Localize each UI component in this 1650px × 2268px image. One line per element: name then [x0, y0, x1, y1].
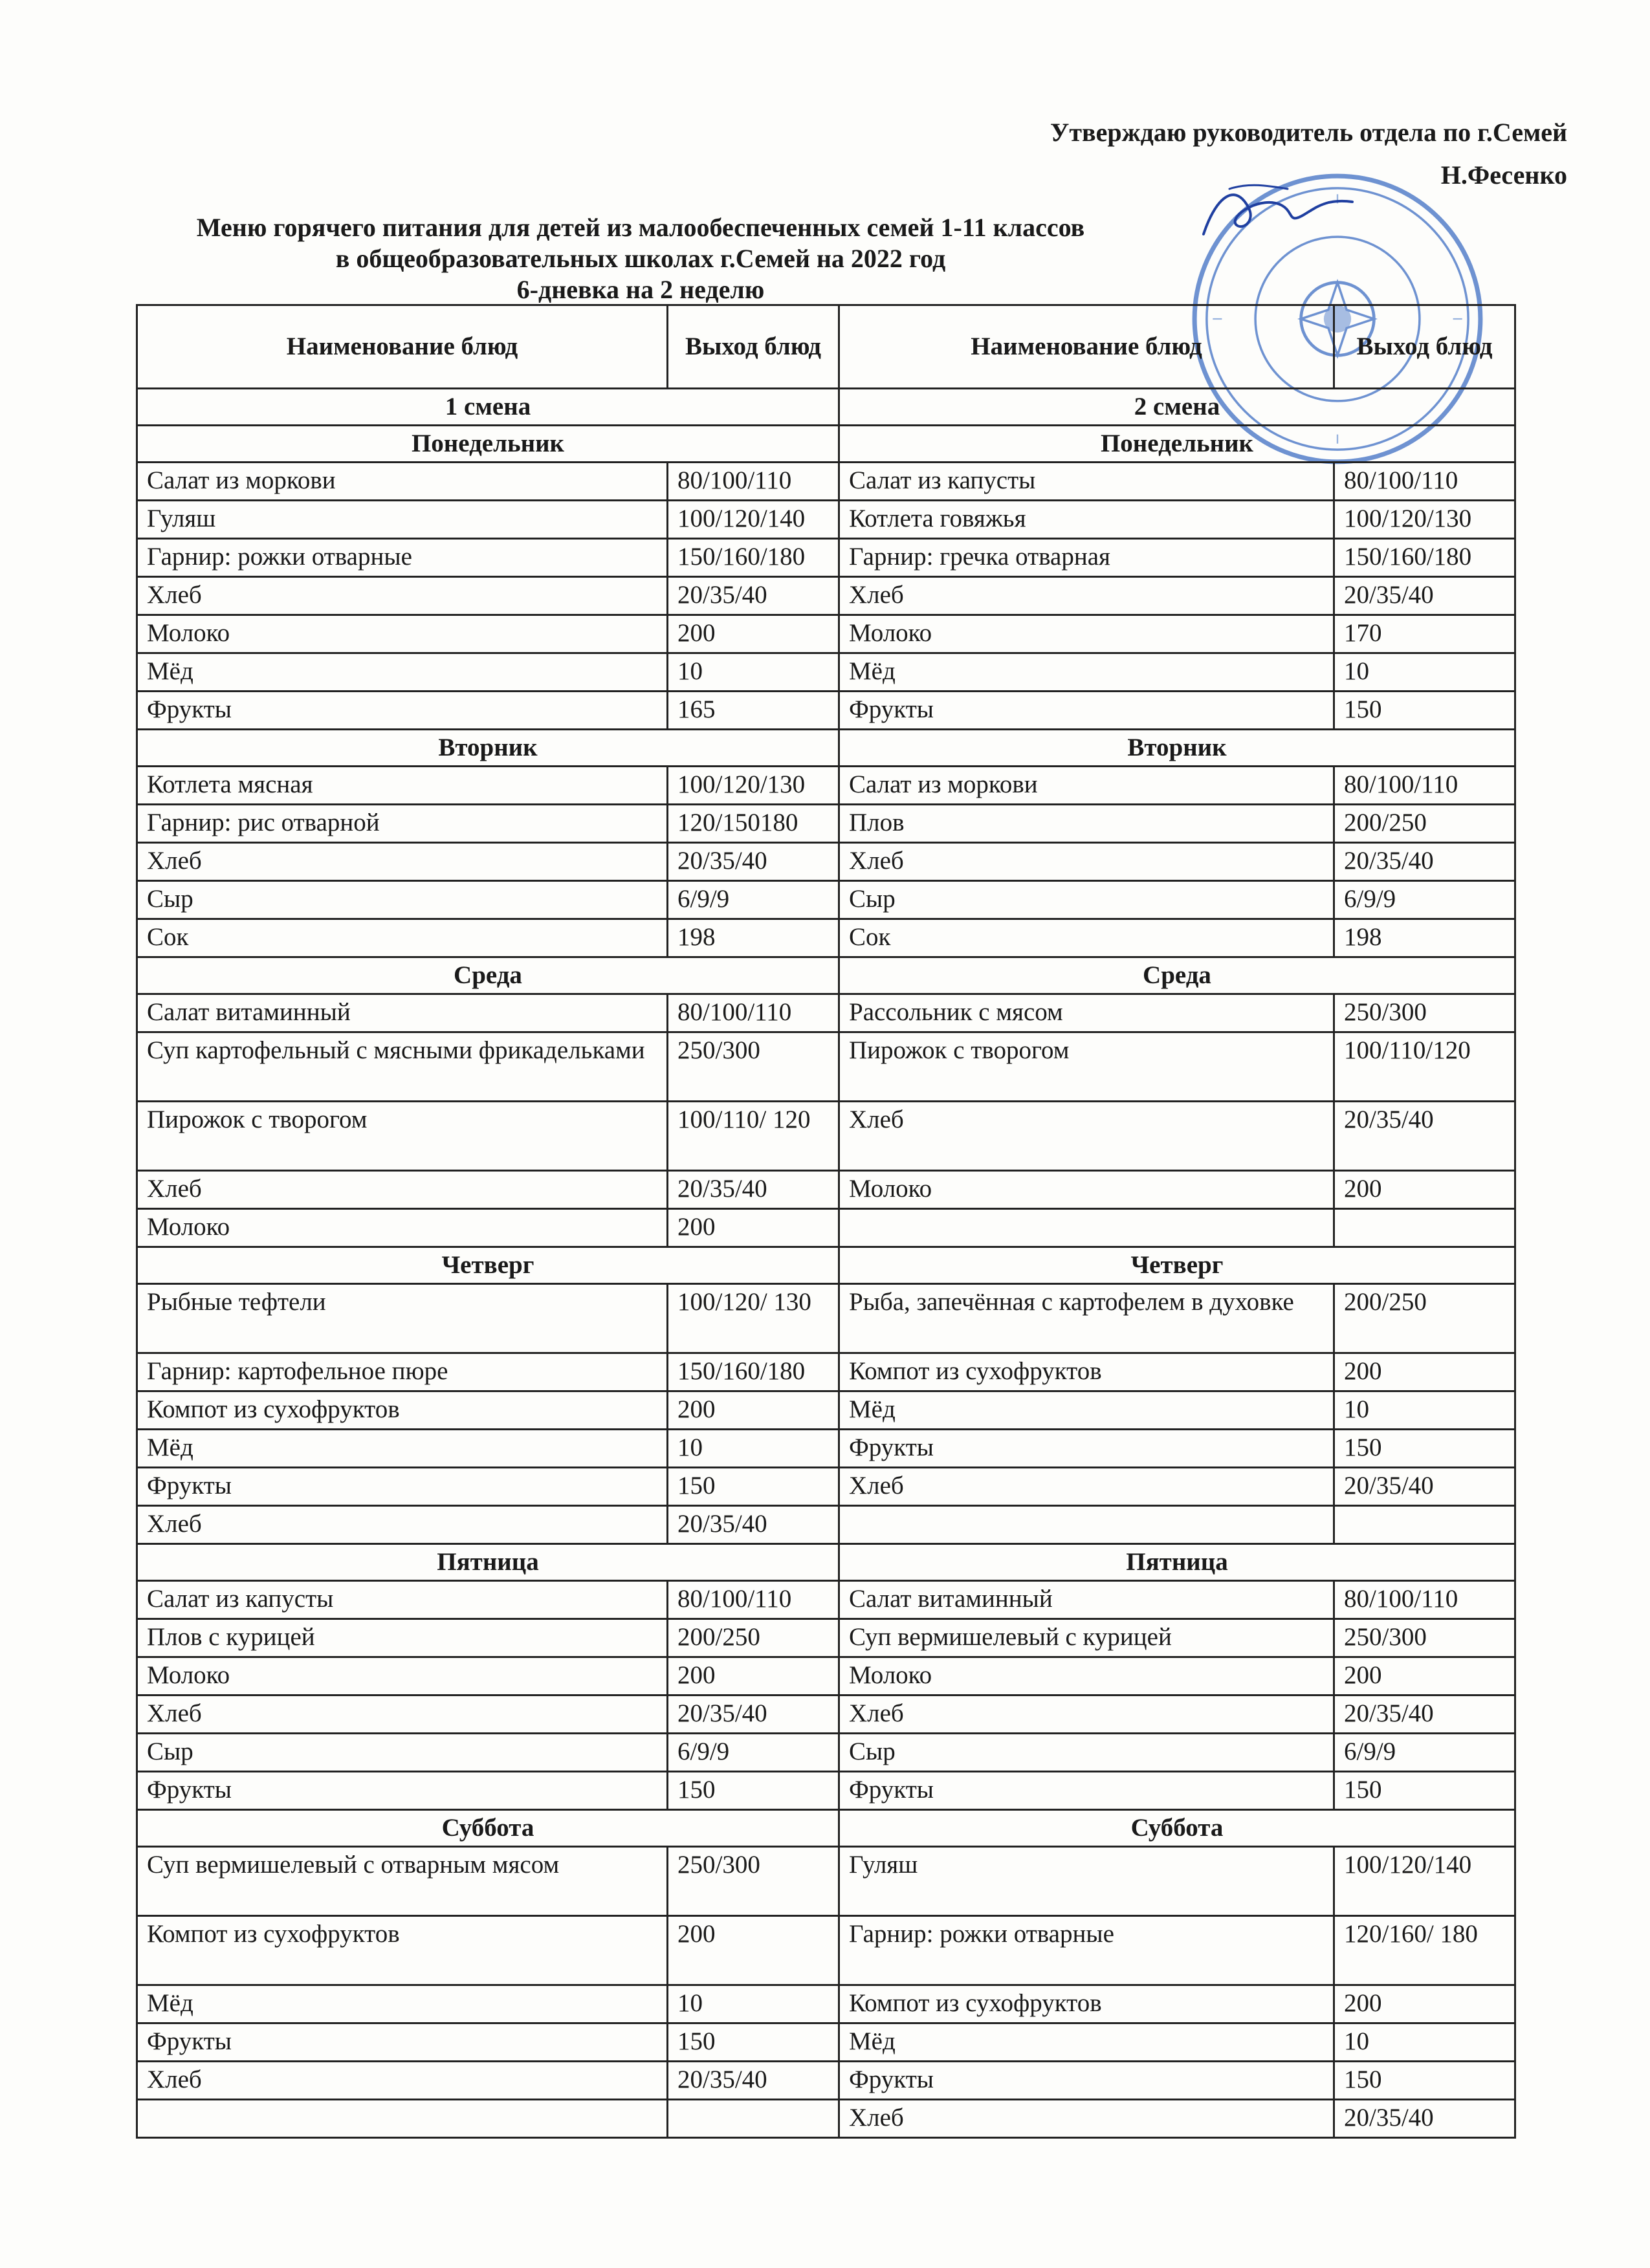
dish-output-right: 20/35/40 — [1334, 2100, 1515, 2138]
table-row — [137, 881, 1515, 919]
day-label-left: Вторник — [137, 730, 839, 767]
table-row — [137, 1619, 1515, 1657]
dish-output-left: 200 — [668, 1391, 839, 1430]
table-row — [137, 1209, 1515, 1247]
table-row — [137, 767, 1515, 805]
dish-output-left: 100/120/130 — [668, 767, 839, 805]
dish-output-right: 80/100/110 — [1334, 767, 1515, 805]
dish-name-right: Фрукты — [839, 692, 1334, 730]
dish-output-left: 80/100/110 — [668, 1581, 839, 1619]
table-row — [137, 994, 1515, 1032]
dish-name-left: Мёд — [137, 653, 668, 692]
dish-name-left: Хлеб — [137, 1696, 668, 1734]
table-row — [137, 1985, 1515, 2023]
dish-name-right: Котлета говяжья — [839, 501, 1334, 539]
dish-output-left: 6/9/9 — [668, 881, 839, 919]
dish-output-left: 250/300 — [668, 1032, 839, 1102]
dish-name-left: Хлеб — [137, 2062, 668, 2100]
dish-output-right: 150 — [1334, 1430, 1515, 1468]
approval-line-1: Утверждаю руководитель отдела по г.Семей — [1050, 118, 1567, 147]
dish-name-left: Фрукты — [137, 1468, 668, 1506]
title-line-3: 6-дневка на 2 неделю — [516, 275, 765, 304]
day-label-left: Среда — [137, 957, 839, 994]
dish-name-left: Фрукты — [137, 692, 668, 730]
dish-name-right: Салат из моркови — [839, 767, 1334, 805]
dish-name-left: Суп вермишелевый с отварным мясом — [137, 1847, 668, 1916]
dish-output-left: 20/35/40 — [668, 1171, 839, 1209]
table-row — [137, 2062, 1515, 2100]
table-row — [137, 577, 1515, 615]
table-row — [137, 1171, 1515, 1209]
title-line-2: в общеобразовательных школах г.Семей на 2022 год — [335, 244, 946, 273]
dish-output-right: 200 — [1334, 1985, 1515, 2023]
dish-name-left: Фрукты — [137, 2023, 668, 2062]
menu-table — [136, 304, 1516, 2139]
dish-name-left: Пирожок с творогом — [137, 1102, 668, 1171]
dish-name-right: Фрукты — [839, 1430, 1334, 1468]
dish-output-left: 150 — [668, 2023, 839, 2062]
dish-output-right: 20/35/40 — [1334, 1468, 1515, 1506]
dish-name-right: Салат из капусты — [839, 463, 1334, 501]
day-label-left: Пятница — [137, 1544, 839, 1581]
shift-2-label: 2 смена — [839, 389, 1515, 426]
table-row — [137, 692, 1515, 730]
table-row — [137, 1696, 1515, 1734]
dish-name-right: Компот из сухофруктов — [839, 1985, 1334, 2023]
day-label-left: Суббота — [137, 1810, 839, 1847]
dish-name-right: Гарнир: гречка отварная — [839, 539, 1334, 577]
dish-output-right: 250/300 — [1334, 1619, 1515, 1657]
dish-name-left: Хлеб — [137, 843, 668, 881]
table-row — [137, 1284, 1515, 1353]
day-header-row — [137, 1247, 1515, 1284]
table-row — [137, 2100, 1515, 2138]
dish-output-right: 20/35/40 — [1334, 843, 1515, 881]
dish-name-right: Салат витаминный — [839, 1581, 1334, 1619]
dish-output-right: 80/100/110 — [1334, 1581, 1515, 1619]
table-row — [137, 2023, 1515, 2062]
dish-output-left: 150 — [668, 1772, 839, 1810]
dish-name-right: Хлеб — [839, 1102, 1334, 1171]
dish-output-right: 6/9/9 — [1334, 881, 1515, 919]
day-label-right: Понедельник — [839, 426, 1515, 463]
dish-name-left: Мёд — [137, 1985, 668, 2023]
dish-output-right: 200 — [1334, 1353, 1515, 1391]
shift-row — [137, 389, 1515, 426]
dish-output-left: 80/100/110 — [668, 994, 839, 1032]
dish-output-right: 170 — [1334, 615, 1515, 653]
shift-1-label: 1 смена — [137, 389, 839, 426]
title-line-1: Меню горячего питания для детей из малообеспеченных семей 1-11 классов — [196, 213, 1085, 242]
dish-output-left: 200 — [668, 1916, 839, 1985]
table-row — [137, 919, 1515, 957]
dish-output-right — [1334, 1506, 1515, 1544]
header-output-right: Выход блюд — [1334, 305, 1515, 389]
dish-output-right — [1334, 1209, 1515, 1247]
table-row — [137, 805, 1515, 843]
dish-name-right: Хлеб — [839, 843, 1334, 881]
dish-output-left: 198 — [668, 919, 839, 957]
dish-output-left: 150 — [668, 1468, 839, 1506]
dish-name-left: Гарнир: картофельное пюре — [137, 1353, 668, 1391]
dish-name-right: Хлеб — [839, 1696, 1334, 1734]
table-row — [137, 615, 1515, 653]
day-header-row — [137, 1544, 1515, 1581]
dish-name-left: Плов с курицей — [137, 1619, 668, 1657]
dish-output-left: 150/160/180 — [668, 539, 839, 577]
table-row — [137, 1916, 1515, 1985]
dish-output-left: 250/300 — [668, 1847, 839, 1916]
dish-output-right: 200 — [1334, 1657, 1515, 1696]
dish-name-left: Сок — [137, 919, 668, 957]
dish-name-left: Хлеб — [137, 577, 668, 615]
dish-output-left: 20/35/40 — [668, 1506, 839, 1544]
dish-name-left: Компот из сухофруктов — [137, 1391, 668, 1430]
dish-name-left: Мёд — [137, 1430, 668, 1468]
dish-name-right: Фрукты — [839, 2062, 1334, 2100]
dish-output-right: 20/35/40 — [1334, 577, 1515, 615]
dish-name-right: Сыр — [839, 1734, 1334, 1772]
dish-name-right: Сыр — [839, 881, 1334, 919]
day-label-right: Четверг — [839, 1247, 1515, 1284]
dish-name-right: Мёд — [839, 2023, 1334, 2062]
dish-output-left: 120/150180 — [668, 805, 839, 843]
dish-output-right: 80/100/110 — [1334, 463, 1515, 501]
dish-name-left: Молоко — [137, 1657, 668, 1696]
table-row — [137, 1391, 1515, 1430]
dish-name-right — [839, 1506, 1334, 1544]
dish-output-right: 6/9/9 — [1334, 1734, 1515, 1772]
dish-name-right: Рыба, запечённая с картофелем в духовке — [839, 1284, 1334, 1353]
dish-name-right: Молоко — [839, 615, 1334, 653]
table-row — [137, 843, 1515, 881]
dish-output-right: 198 — [1334, 919, 1515, 957]
approval-line-2: Н.Фесенко — [1440, 160, 1567, 190]
table-row — [137, 1657, 1515, 1696]
dish-name-left: Молоко — [137, 615, 668, 653]
header-dish-name-right: Наименование блюд — [839, 305, 1334, 389]
dish-output-left: 100/110/ 120 — [668, 1102, 839, 1171]
table-row — [137, 1581, 1515, 1619]
table-row — [137, 1353, 1515, 1391]
dish-output-left: 10 — [668, 1430, 839, 1468]
dish-name-left: Гарнир: рис отварной — [137, 805, 668, 843]
dish-name-left: Хлеб — [137, 1506, 668, 1544]
day-label-left: Четверг — [137, 1247, 839, 1284]
day-label-right: Суббота — [839, 1810, 1515, 1847]
dish-output-left: 20/35/40 — [668, 1696, 839, 1734]
table-row — [137, 1430, 1515, 1468]
dish-name-right: Хлеб — [839, 2100, 1334, 2138]
table-row — [137, 1734, 1515, 1772]
day-header-row — [137, 426, 1515, 463]
day-label-left: Понедельник — [137, 426, 839, 463]
dish-name-left: Компот из сухофруктов — [137, 1916, 668, 1985]
dish-output-right: 200 — [1334, 1171, 1515, 1209]
dish-name-left: Салат из капусты — [137, 1581, 668, 1619]
menu-table-body — [137, 426, 1515, 2138]
dish-name-left: Суп картофельный с мясными фрикадельками — [137, 1032, 668, 1102]
dish-name-right: Мёд — [839, 1391, 1334, 1430]
table-row — [137, 1032, 1515, 1102]
dish-output-left: 165 — [668, 692, 839, 730]
dish-output-right: 20/35/40 — [1334, 1102, 1515, 1171]
dish-output-right: 150 — [1334, 2062, 1515, 2100]
dish-name-right: Мёд — [839, 653, 1334, 692]
dish-name-left: Гуляш — [137, 501, 668, 539]
dish-name-right: Рассольник с мясом — [839, 994, 1334, 1032]
dish-output-right: 120/160/ 180 — [1334, 1916, 1515, 1985]
dish-name-right: Компот из сухофруктов — [839, 1353, 1334, 1391]
table-row — [137, 501, 1515, 539]
dish-name-left: Котлета мясная — [137, 767, 668, 805]
dish-output-left: 20/35/40 — [668, 2062, 839, 2100]
day-label-right: Пятница — [839, 1544, 1515, 1581]
document-title — [0, 212, 1281, 305]
dish-output-right: 10 — [1334, 653, 1515, 692]
dish-name-right: Хлеб — [839, 577, 1334, 615]
dish-name-left: Сыр — [137, 1734, 668, 1772]
table-row — [137, 1468, 1515, 1506]
header-output-left: Выход блюд — [668, 305, 839, 389]
dish-name-left: Сыр — [137, 881, 668, 919]
dish-output-left: 200/250 — [668, 1619, 839, 1657]
dish-output-left: 100/120/140 — [668, 501, 839, 539]
dish-output-right: 150/160/180 — [1334, 539, 1515, 577]
dish-name-right: Гарнир: рожки отварные — [839, 1916, 1334, 1985]
table-row — [137, 1102, 1515, 1171]
dish-name-left: Фрукты — [137, 1772, 668, 1810]
dish-output-right: 100/120/140 — [1334, 1847, 1515, 1916]
dish-output-left: 10 — [668, 1985, 839, 2023]
dish-name-right: Хлеб — [839, 1468, 1334, 1506]
dish-output-left — [668, 2100, 839, 2138]
dish-name-left: Молоко — [137, 1209, 668, 1247]
dish-output-right: 250/300 — [1334, 994, 1515, 1032]
dish-output-right: 150 — [1334, 1772, 1515, 1810]
day-header-row — [137, 1810, 1515, 1847]
dish-name-right: Суп вермишелевый с курицей — [839, 1619, 1334, 1657]
dish-output-right: 200/250 — [1334, 1284, 1515, 1353]
table-row — [137, 1506, 1515, 1544]
dish-name-right: Молоко — [839, 1657, 1334, 1696]
dish-name-right: Пирожок с творогом — [839, 1032, 1334, 1102]
dish-output-left: 20/35/40 — [668, 843, 839, 881]
dish-name-right: Плов — [839, 805, 1334, 843]
dish-name-right: Гуляш — [839, 1847, 1334, 1916]
dish-output-right: 150 — [1334, 692, 1515, 730]
dish-output-left: 6/9/9 — [668, 1734, 839, 1772]
dish-output-right: 200/250 — [1334, 805, 1515, 843]
dish-name-left: Гарнир: рожки отварные — [137, 539, 668, 577]
table-row — [137, 1847, 1515, 1916]
dish-output-left: 200 — [668, 615, 839, 653]
dish-name-left: Салат витаминный — [137, 994, 668, 1032]
dish-output-left: 200 — [668, 1657, 839, 1696]
day-label-right: Вторник — [839, 730, 1515, 767]
day-header-row — [137, 957, 1515, 994]
table-row — [137, 1772, 1515, 1810]
dish-output-right: 100/120/130 — [1334, 501, 1515, 539]
dish-name-left: Хлеб — [137, 1171, 668, 1209]
dish-name-right — [839, 1209, 1334, 1247]
table-row — [137, 653, 1515, 692]
dish-output-right: 10 — [1334, 2023, 1515, 2062]
dish-name-right: Фрукты — [839, 1772, 1334, 1810]
table-header-row — [137, 305, 1515, 389]
dish-output-left: 10 — [668, 653, 839, 692]
header-dish-name-left: Наименование блюд — [137, 305, 668, 389]
table-row — [137, 539, 1515, 577]
dish-name-left: Рыбные тефтели — [137, 1284, 668, 1353]
dish-output-left: 150/160/180 — [668, 1353, 839, 1391]
dish-name-left — [137, 2100, 668, 2138]
dish-output-left: 200 — [668, 1209, 839, 1247]
dish-name-left: Салат из моркови — [137, 463, 668, 501]
day-header-row — [137, 730, 1515, 767]
dish-output-right: 100/110/120 — [1334, 1032, 1515, 1102]
dish-name-right: Молоко — [839, 1171, 1334, 1209]
dish-output-left: 20/35/40 — [668, 577, 839, 615]
dish-output-right: 20/35/40 — [1334, 1696, 1515, 1734]
table-row — [137, 463, 1515, 501]
day-label-right: Среда — [839, 957, 1515, 994]
dish-output-left: 80/100/110 — [668, 463, 839, 501]
dish-name-right: Сок — [839, 919, 1334, 957]
dish-output-left: 100/120/ 130 — [668, 1284, 839, 1353]
dish-output-right: 10 — [1334, 1391, 1515, 1430]
